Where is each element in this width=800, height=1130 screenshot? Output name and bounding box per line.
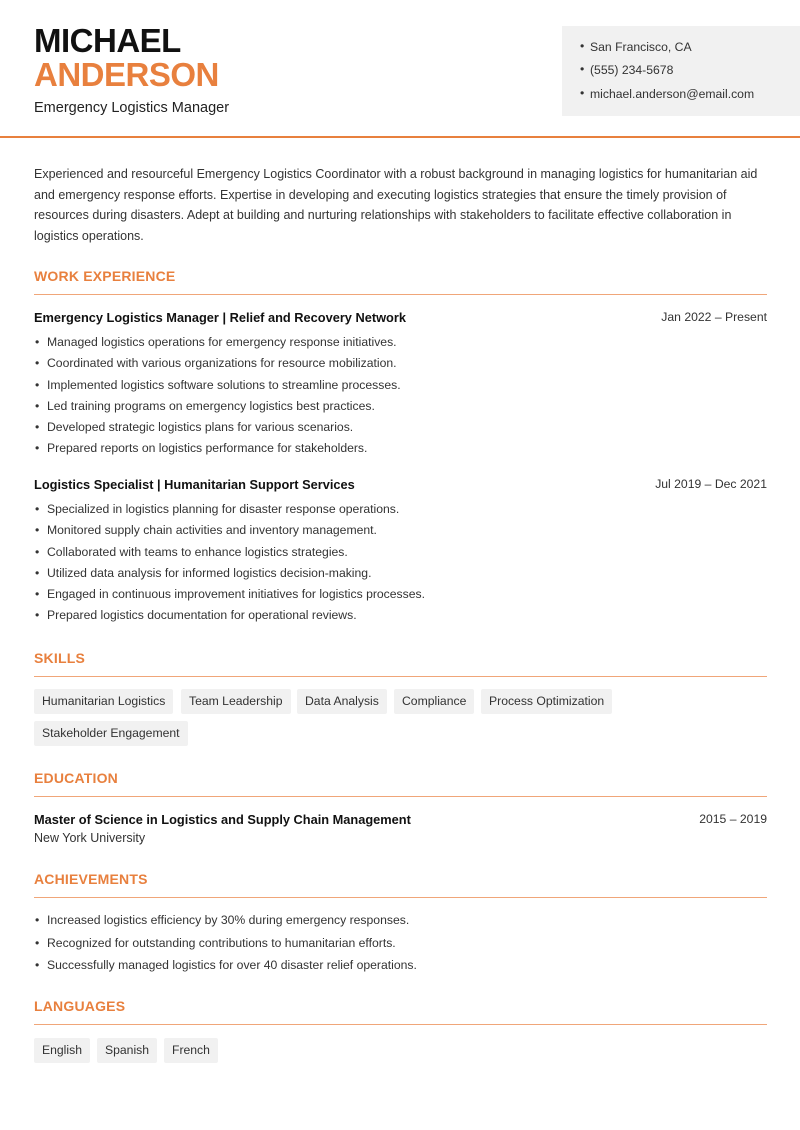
skill-chip: Humanitarian Logistics (34, 689, 173, 714)
section-divider (34, 796, 767, 797)
school-name: New York University (34, 831, 146, 845)
candidate-name (34, 24, 219, 92)
list-item: • Managed logistics operations for emergency response initiatives. (34, 332, 754, 353)
language-chip: French (164, 1038, 218, 1063)
skill-chip: Data Analysis (297, 689, 387, 714)
skill-chip: Stakeholder Engagement (34, 721, 188, 746)
skill-chip: Team Leadership (181, 689, 291, 714)
contact-box (562, 26, 800, 116)
list-item: • Engaged in continuous improvement initiatives for logistics processes. (34, 584, 754, 605)
achievement-bullets (34, 909, 754, 977)
skill-chip: Compliance (394, 689, 474, 714)
job-title: Logistics Specialist | Humanitarian Support Services (34, 477, 355, 492)
section-title-work: WORK EXPERIENCE (34, 268, 176, 284)
section-divider (34, 1024, 767, 1025)
job-date: Jan 2022 – Present (661, 310, 767, 324)
list-item: • Specialized in logistics planning for disaster response operations. (34, 499, 754, 520)
last-name: ANDERSON (34, 56, 219, 93)
list-item: • Led training programs on emergency logistics best practices. (34, 396, 754, 417)
list-item: • Utilized data analysis for informed logistics decision-making. (34, 563, 754, 584)
list-item: • Collaborated with teams to enhance logistics strategies. (34, 542, 754, 563)
list-item: • Implemented logistics software solutions to streamline processes. (34, 375, 754, 396)
resume-header (0, 0, 800, 138)
list-item: • Successfully managed logistics for over 40 disaster relief operations. (34, 954, 754, 977)
section-title-achievements: ACHIEVEMENTS (34, 871, 148, 887)
degree-title: Master of Science in Logistics and Supply Chain Management (34, 812, 411, 827)
section-divider (34, 897, 767, 898)
list-item: • Developed strategic logistics plans for various scenarios. (34, 417, 754, 438)
language-chip: English (34, 1038, 90, 1063)
list-item: • Monitored supply chain activities and inventory management. (34, 520, 754, 541)
section-divider (34, 294, 767, 295)
job-title: Emergency Logistics Manager | Relief and Recovery Network (34, 310, 406, 325)
section-title-education: EDUCATION (34, 770, 118, 786)
job-role: Emergency Logistics Manager (34, 100, 230, 116)
contact-email[interactable]: • michael.anderson@email.com (580, 87, 754, 101)
contact-location: • San Francisco, CA (580, 40, 692, 54)
contact-phone: • (555) 234-5678 (580, 63, 673, 77)
first-name: MICHAEL (34, 22, 181, 59)
summary-paragraph: Experienced and resourceful Emergency Logistics Coordinator with a robust background in managing logistics for humanitarian aid and emergency response efforts. Expertise in developing and executing logistics strategies that ensure the timely provision of resources during disasters. Adept at building and nurturing relationships with stakeholders to facilitate effective collaboration in logistics operations. (34, 167, 758, 243)
section-title-skills: SKILLS (34, 650, 85, 666)
job-bullets (34, 499, 754, 627)
skill-chip: Process Optimization (481, 689, 612, 714)
list-item: • Prepared logistics documentation for operational reviews. (34, 605, 754, 626)
job-date: Jul 2019 – Dec 2021 (655, 477, 767, 491)
list-item: • Recognized for outstanding contributions to humanitarian efforts. (34, 932, 754, 955)
job-bullets (34, 332, 754, 460)
section-title-languages: LANGUAGES (34, 998, 126, 1014)
section-divider (34, 676, 767, 677)
education-date: 2015 – 2019 (699, 812, 767, 826)
list-item: • Coordinated with various organizations for resource mobilization. (34, 353, 754, 374)
language-chip: Spanish (97, 1038, 157, 1063)
list-item: • Prepared reports on logistics performance for stakeholders. (34, 438, 754, 459)
list-item: • Increased logistics efficiency by 30% during emergency responses. (34, 909, 754, 932)
